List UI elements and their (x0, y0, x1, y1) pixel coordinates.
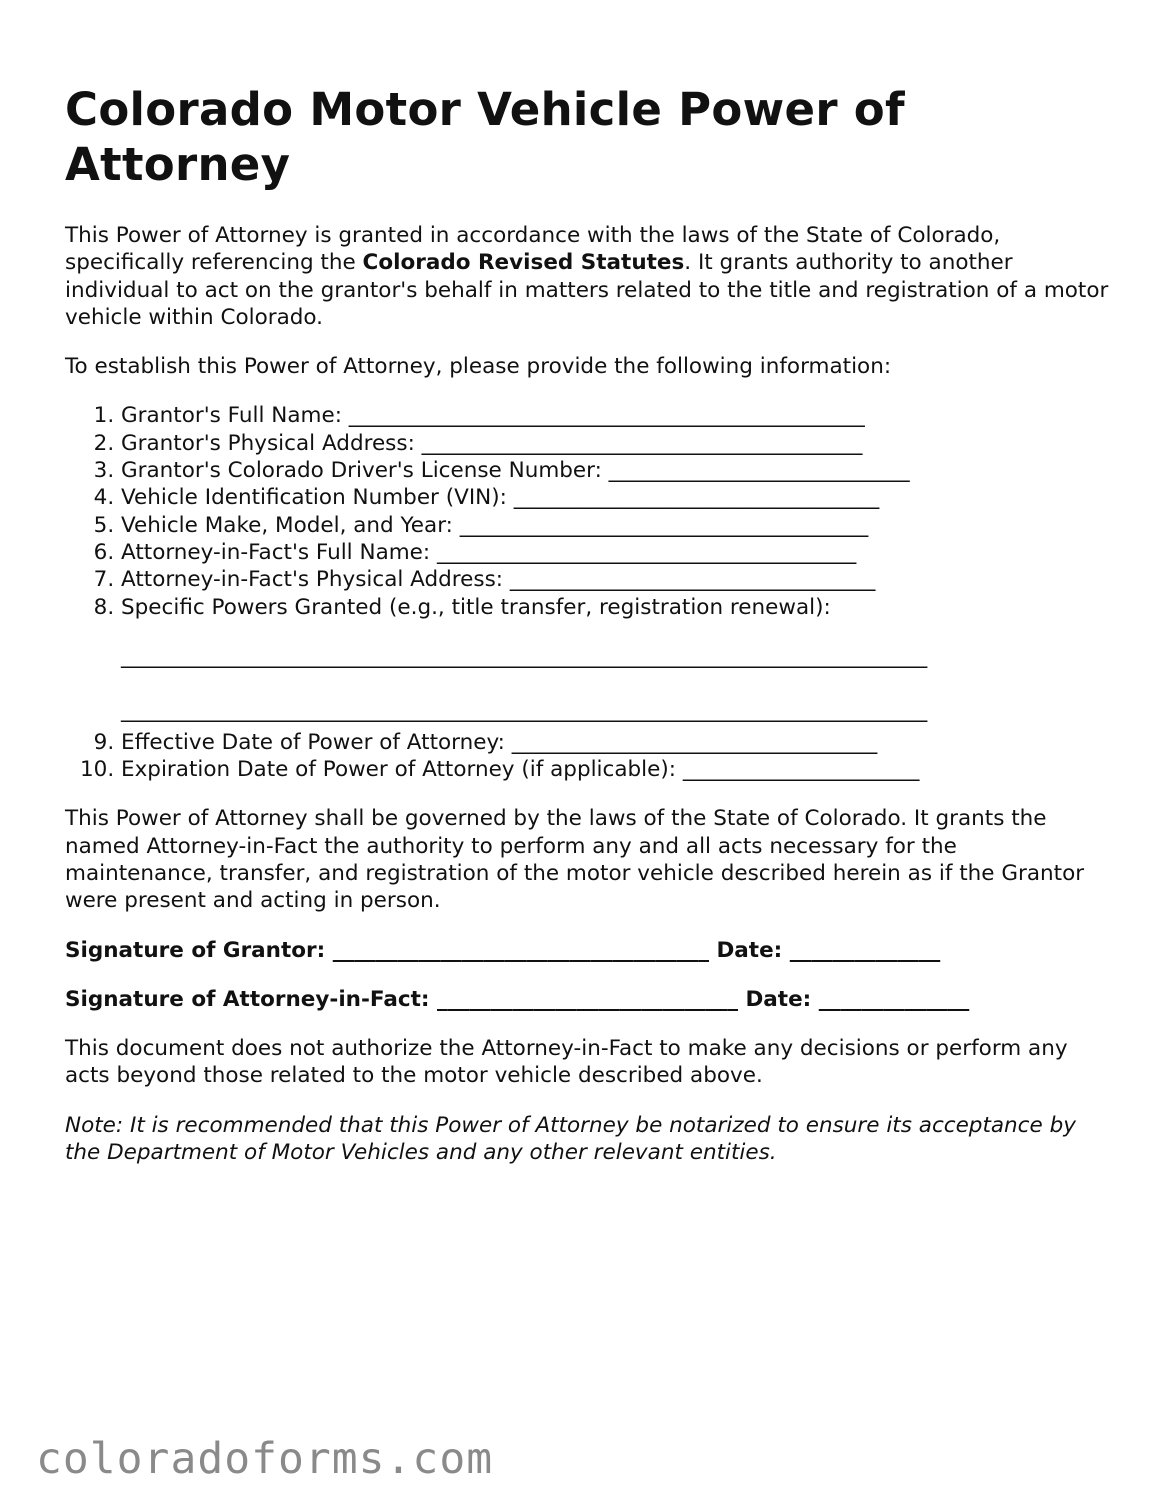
powers-line-2[interactable]: ___________________________________________________________________________ (121, 698, 928, 724)
intro-part2: . It grants authority to another individual to act on the grantor's behalf in matters related to the title and registration of a motor vehicle within Colorado. (65, 250, 1109, 330)
notarization-note: Note: It is recommended that this Power of Attorney be notarized to ensure its acceptance by the Department of Motor Vehicles and any other relevant entities. (65, 1112, 1076, 1166)
intro-part1: This Power of Attorney is granted in accordance with the laws of the State of Colorado, specifically referencing the (65, 223, 1001, 276)
attorney-signature-line[interactable]: Signature of Attorney-in-Fact: ____________________________ Date: ______________ (65, 986, 970, 1012)
limitation-paragraph: This document does not authorize the Attorney-in-Fact to make any decisions or perform any acts beyond those related to the motor vehicle described above. (65, 1036, 1068, 1089)
intro-paragraph (65, 222, 1110, 331)
specific-powers-lines (121, 643, 1110, 725)
field-attorney-address[interactable]: 7. Attorney-in-Fact's Physical Address: __________________________________ (121, 566, 1110, 593)
instructions: To establish this Power of Attorney, please provide the following information: (65, 354, 892, 380)
field-attorney-name[interactable]: 6. Attorney-in-Fact's Full Name: _______________________________________ (121, 539, 1110, 566)
grantor-signature-line[interactable]: Signature of Grantor: ___________________________________ Date: ______________ (65, 937, 941, 963)
governing-paragraph: This Power of Attorney shall be governed by the laws of the State of Colorado. It grants the named Attorney-in-Fact the authority to perform any and all acts necessary for the maintenance, transfer, and registration of the motor vehicle described herein as if the Grantor were present and acting in person. (65, 806, 1085, 914)
field-grantor-address[interactable]: 2. Grantor's Physical Address: _________________________________________ (121, 430, 1110, 457)
field-effective-date[interactable]: 9. Effective Date of Power of Attorney: __________________________________ (121, 729, 1110, 756)
statute-name: Colorado Revised Statutes (362, 250, 685, 276)
field-specific-powers[interactable] (121, 594, 1110, 725)
specific-powers-label: Specific Powers Granted (e.g., title transfer, registration renewal): (121, 594, 831, 620)
field-grantor-license[interactable]: 3. Grantor's Colorado Driver's License Number: ____________________________ (121, 457, 1110, 484)
field-vehicle-make-model-year[interactable]: 5. Vehicle Make, Model, and Year: ______________________________________ (121, 512, 1110, 539)
field-list (65, 402, 1110, 783)
watermark: coloradoforms.com (36, 1434, 494, 1484)
field-expiration-date[interactable]: 10. Expiration Date of Power of Attorney (if applicable): ______________________ (121, 756, 1110, 783)
powers-line-1[interactable]: ___________________________________________________________________________ (121, 643, 928, 669)
document-page (65, 82, 1110, 1188)
field-grantor-name[interactable]: 1. Grantor's Full Name: ________________________________________________ (121, 402, 1110, 429)
field-vin[interactable]: 4. Vehicle Identification Number (VIN): __________________________________ (121, 484, 1110, 511)
document-title: Colorado Motor Vehicle Power of Attorney (65, 83, 905, 191)
